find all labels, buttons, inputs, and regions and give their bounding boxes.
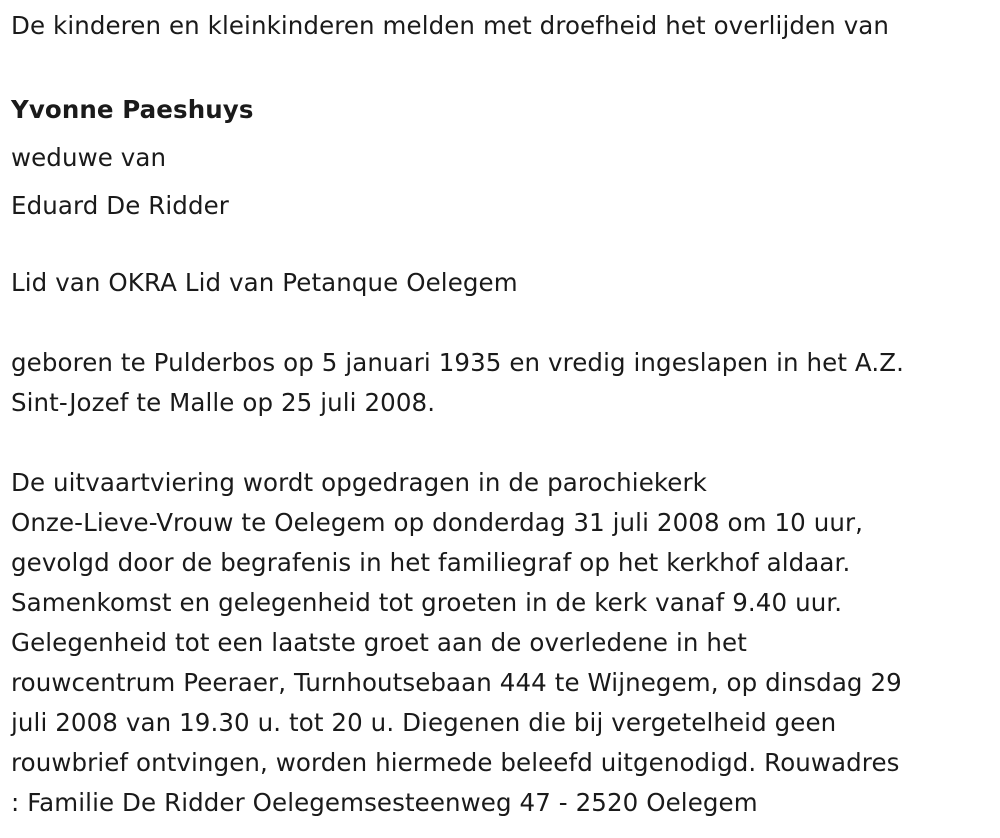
paragraph-line: De uitvaartviering wordt opgedragen in de parochiekerk	[11, 468, 707, 497]
paragraph-line: Samenkomst en gelegenheid tot groeten in de kerk vanaf 9.40 uur.	[11, 588, 843, 617]
membership-text: Lid van OKRA Lid van Petanque Oelegem	[11, 268, 518, 297]
paragraph-line: geboren te Pulderbos op 5 januari 1935 en vredig ingeslapen in het A.Z.	[11, 348, 905, 377]
relation-label: weduwe van	[11, 143, 167, 172]
paragraph-line: rouwcentrum Peeraer, Turnhoutsebaan 444 te Wijnegem, op dinsdag 29	[11, 668, 902, 697]
death-notice	[11, 6, 996, 823]
paragraph-line: : Familie De Ridder Oelegemsesteenweg 47 - 2520 Oelegem	[11, 788, 758, 817]
intro-text: De kinderen en kleinkinderen melden met droefheid het overlijden van	[11, 11, 890, 40]
spouse-name: Eduard De Ridder	[11, 191, 229, 220]
paragraph-line: Onze-Lieve-Vrouw te Oelegem op donderdag 31 juli 2008 om 10 uur,	[11, 508, 864, 537]
deceased-name: Yvonne Paeshuys	[11, 95, 254, 124]
paragraph-line: juli 2008 van 19.30 u. tot 20 u. Diegenen die bij vergetelheid geen	[11, 708, 837, 737]
paragraph-line: Sint-Jozef te Malle op 25 juli 2008.	[11, 388, 436, 417]
birth-death-paragraph	[11, 343, 996, 423]
paragraph-line: gevolgd door de begrafenis in het familiegraf op het kerkhof aldaar.	[11, 548, 851, 577]
paragraph-line: Gelegenheid tot een laatste groet aan de overledene in het	[11, 628, 747, 657]
funeral-paragraph	[11, 463, 996, 823]
paragraph-line: rouwbrief ontvingen, worden hiermede beleefd uitgenodigd. Rouwadres	[11, 748, 900, 777]
